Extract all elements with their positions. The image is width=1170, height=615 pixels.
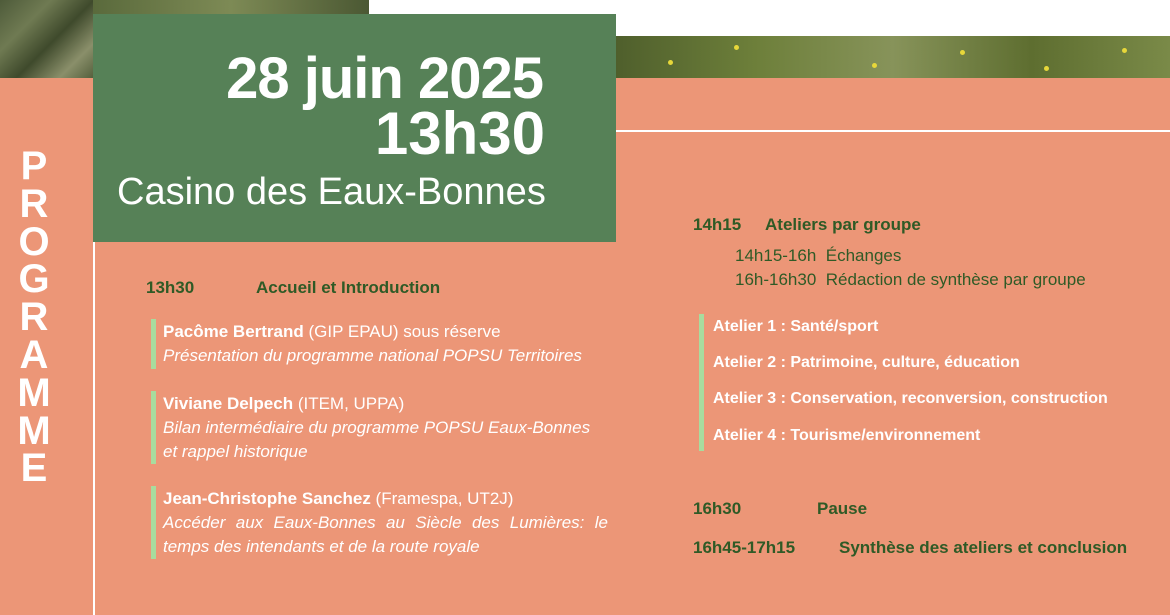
title-letter: M [17, 408, 51, 453]
event-date: 28 juin 2025 [226, 46, 543, 111]
atelier-item: Atelier 4 : Tourisme/environnement [713, 427, 981, 444]
ateliers-accent-bar [699, 314, 704, 451]
flower-dot [1044, 66, 1049, 71]
speaker-name: Viviane Delpech [163, 394, 294, 413]
divider-horizontal [616, 130, 1170, 132]
pause-label: Pause [817, 499, 868, 518]
ateliers-label: Ateliers par groupe [765, 215, 921, 234]
title-letter: R [19, 295, 49, 340]
sub-item [735, 268, 1086, 292]
atelier-item: Atelier 1 : Santé/sport [713, 318, 879, 335]
atelier-item: Atelier 3 : Conservation, reconversion, construction [713, 390, 1108, 407]
speaker-accent-bar [151, 486, 156, 559]
header-box [93, 14, 616, 242]
intro-label: Accueil et Introduction [256, 278, 441, 297]
flower-dot [668, 60, 673, 65]
synthese-time: 16h45-17h15 [693, 538, 796, 557]
title-letter: G [18, 257, 50, 302]
event-time: 13h30 [374, 100, 545, 167]
speaker-talk: Bilan intermédiaire du programme POPSU Eaux-Bonnes et rappel historique [163, 418, 591, 461]
title-letter: A [19, 332, 49, 377]
speaker-block [163, 320, 608, 368]
photo-strip-top [93, 0, 369, 14]
flower-dot [734, 45, 739, 50]
photo-strip-left [0, 0, 93, 78]
speaker-name: Pacôme Bertrand [163, 322, 304, 341]
intro-time: 13h30 [146, 278, 195, 297]
flower-dot [872, 63, 877, 68]
speaker-org: (Framespa, UT2J) [370, 489, 514, 508]
title-letter: P [20, 144, 48, 188]
speaker-accent-bar [151, 391, 156, 464]
speaker-talk: Présentation du programme national POPSU Territoires [163, 346, 582, 365]
sub-item-time: 14h15-16h [735, 246, 817, 265]
programme-vertical-title [14, 144, 54, 491]
speaker-block [163, 392, 608, 464]
speaker-org: (GIP EPAU) sous réserve [303, 322, 501, 341]
atelier-item: Atelier 2 : Patrimoine, culture, éducation [713, 354, 1020, 371]
sub-item-label: Échanges [825, 246, 902, 265]
pause-time: 16h30 [693, 499, 742, 518]
flower-dot [1122, 48, 1127, 53]
speaker-block [163, 487, 608, 559]
speaker-talk: Accéder aux Eaux-Bonnes au Siècle des Lumières: le temps des intendants et de la route royale [163, 513, 608, 556]
flower-dot [960, 50, 965, 55]
speaker-name: Jean-Christophe Sanchez [163, 489, 371, 508]
synthese-label: Synthèse des ateliers et conclusion [839, 538, 1128, 557]
divider-vertical [93, 242, 95, 615]
sub-item [735, 244, 901, 268]
speaker-accent-bar [151, 319, 156, 369]
title-letter: M [17, 370, 51, 415]
event-place: Casino des Eaux-Bonnes [117, 171, 546, 213]
sub-item-time: 16h-16h30 [735, 270, 817, 289]
speaker-org: (ITEM, UPPA) [293, 394, 405, 413]
sub-item-label: Rédaction de synthèse par groupe [825, 270, 1086, 289]
ateliers-time: 14h15 [693, 215, 742, 234]
title-letter: E [20, 446, 48, 491]
photo-strip-right [616, 36, 1170, 78]
title-letter: O [18, 219, 50, 264]
title-letter: R [19, 181, 49, 226]
